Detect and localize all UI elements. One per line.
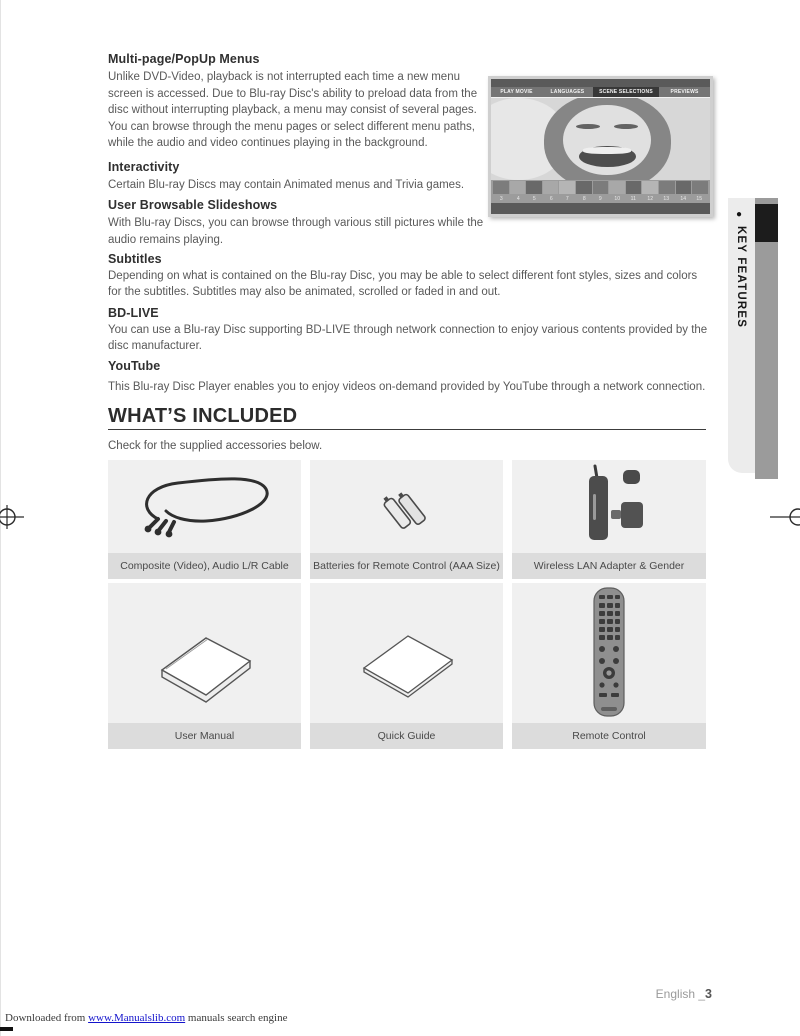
registration-mark-left xyxy=(0,501,24,533)
footer-suffix: manuals search engine xyxy=(185,1012,288,1024)
accessory-caption: Remote Control xyxy=(512,723,706,749)
scene-thumbnail-strip xyxy=(491,180,710,203)
feature-heading: Multi-page/PopUp Menus xyxy=(108,52,260,66)
feature-body: Unlike DVD-Video, playback is not interrupted each time a new menu screen is accessed. Due to Blu-ray Disc's ability to preload data from the disc without interrupting playback, a menu may consist of several pages. You can browse through the menu pages or select different menu paths, while the audio and video continues playing in the background. xyxy=(108,71,478,149)
accessory-caption: Batteries for Remote Control (AAA Size) xyxy=(310,553,503,579)
feature-body: You can use a Blu-ray Disc supporting BD-LIVE through network connection to enjoy various contents provided by the disc manufacturer. xyxy=(108,324,708,352)
page-number-label: English _ xyxy=(655,987,706,1001)
chapter-label: KEY FEATURES xyxy=(735,226,747,329)
accessory-caption: User Manual xyxy=(108,723,301,749)
menu-tab-previews: PREVIEWS xyxy=(670,89,699,95)
scene-thumbnails xyxy=(493,181,708,194)
bluray-menu-screen xyxy=(491,79,710,214)
manualslib-footer xyxy=(5,1012,287,1024)
feature-youtube xyxy=(108,359,708,396)
registration-mark-right xyxy=(770,501,800,533)
accessory-caption: Quick Guide xyxy=(310,723,503,749)
feature-heading: Subtitles xyxy=(108,252,162,266)
footer-prefix: Downloaded from xyxy=(5,1012,89,1024)
laughing-girl-photo xyxy=(491,98,710,180)
feature-bd-live xyxy=(108,306,708,354)
lan-adapter-icon xyxy=(512,460,706,553)
feature-heading: BD-LIVE xyxy=(108,306,159,320)
menu-tab-play-movie: PLAY MOVIE xyxy=(500,89,533,95)
feature-heading: Interactivity xyxy=(108,160,180,174)
feature-body: This Blu-ray Disc Player enables you to enjoy videos on-demand provided by YouTube through a network connection. xyxy=(108,381,706,393)
whats-included-intro: Check for the supplied accessories below. xyxy=(108,440,323,452)
feature-heading: YouTube xyxy=(108,359,161,373)
feature-multipage-popup-menus xyxy=(108,52,488,152)
accessory-cell-quick-guide xyxy=(310,583,503,749)
menu-tab-bar xyxy=(491,87,710,98)
accessory-caption: Composite (Video), Audio L/R Cable xyxy=(108,553,301,579)
menu-tab-scene-selections: SCENE SELECTIONS xyxy=(593,87,659,97)
section-rule xyxy=(108,429,706,430)
remote-control-icon xyxy=(512,583,706,723)
photo-teeth xyxy=(583,147,631,154)
menu-tab-languages: LANGUAGES xyxy=(550,89,585,95)
page-number xyxy=(500,987,712,1001)
accessory-caption: Wireless LAN Adapter & Gender xyxy=(512,553,706,579)
scene-numbers: 3 4 5 6 7 8 9 10 11 12 13 14 15 xyxy=(499,196,703,202)
menu-top-bar xyxy=(491,79,710,87)
user-manual-icon xyxy=(108,583,301,723)
batteries-icon xyxy=(310,460,503,553)
feature-body: Certain Blu-ray Discs may contain Animated menus and Trivia games. xyxy=(108,179,465,191)
accessory-cell-av-cable xyxy=(108,460,301,579)
feature-body: With Blu-ray Discs, you can browse through various still pictures while the audio remains playing. xyxy=(108,217,484,246)
accessory-cell-lan-adapter xyxy=(512,460,706,579)
av-cable-icon xyxy=(108,460,301,553)
print-corner-tick xyxy=(0,1027,13,1031)
feature-subtitles xyxy=(108,252,708,300)
accessory-cell-remote-control xyxy=(512,583,706,749)
accessory-cell-user-manual xyxy=(108,583,301,749)
feature-body: Depending on what is contained on the Blu-ray Disc, you may be able to select different font styles, sizes and colors for the subtitles. Subtitles may also be animated, scrolled or faded in and out. xyxy=(108,270,698,298)
accessory-cell-batteries xyxy=(310,460,503,579)
feature-heading: User Browsable Slideshows xyxy=(108,198,278,212)
menu-bottom-bar xyxy=(491,204,710,214)
manualslib-link[interactable]: www.Manualslib.com xyxy=(88,1012,186,1024)
feature-user-browsable-slideshows xyxy=(108,198,488,248)
quick-guide-icon xyxy=(310,583,503,723)
page-number-value: 3 xyxy=(705,987,712,1001)
bluray-menu-screenshot xyxy=(488,76,713,217)
whats-included-title: WHAT’S INCLUDED xyxy=(108,405,298,427)
chapter-index-block xyxy=(755,204,778,242)
chapter-bullet-icon: ● xyxy=(736,209,743,220)
